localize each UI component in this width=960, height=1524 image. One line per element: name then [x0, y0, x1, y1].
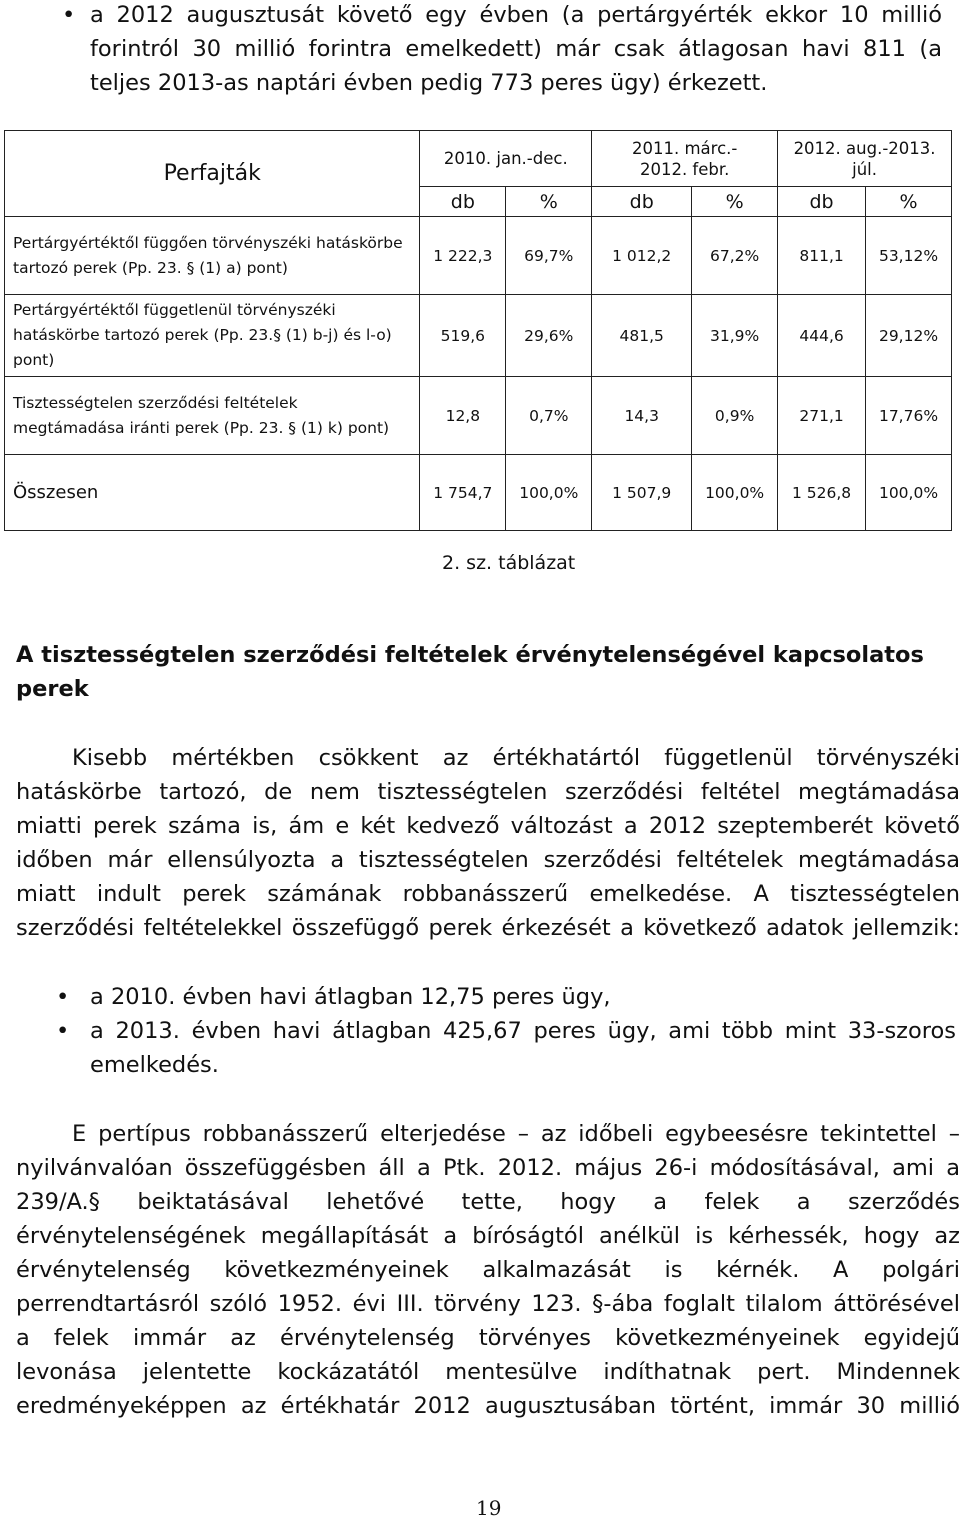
row-label: Tisztességtelen szerződési feltételek megtámadása iránti perek (Pp. 23. § (1) k) pont)	[5, 377, 420, 455]
table-cell: 811,1	[778, 217, 866, 295]
list-item	[56, 1014, 956, 1082]
text-line: időben már ellensúlyozta a tisztességtelen szerződési feltételek megtámadása	[16, 847, 960, 873]
table-cell: 31,9%	[692, 295, 778, 377]
paragraph	[16, 1117, 960, 1423]
bullet-icon: •	[56, 984, 70, 1010]
table-cell: 444,6	[778, 295, 866, 377]
text-line: 239/A.§ beiktatásával lehetővé tette, hogy a felek a szerződés	[16, 1189, 960, 1215]
text-line: a 2010. évben havi átlagban 12,75 peres ügy,	[90, 984, 611, 1010]
table-cell: 1 526,8	[778, 455, 866, 531]
total-row	[5, 455, 952, 531]
text-line: hatáskörbe tartozó, de nem tisztességtelen szerződési feltétel megtámadása	[16, 779, 960, 805]
intro-bullet	[62, 0, 942, 100]
text-line: a 2013. évben havi átlagban 425,67 peres ügy, ami több mint 33-szoros	[90, 1018, 956, 1044]
row-label: Pertárgyértéktől függően törvényszéki hatáskörbe tartozó perek (Pp. 23. § (1) a) pont)	[5, 217, 420, 295]
table-corner-header: Perfajták	[5, 131, 420, 217]
text-line: a felek immár az érvénytelenség törvényes következményeinek egyidejű	[16, 1325, 960, 1351]
row-label: Pertárgyértéktől függetlenül törvényszéki hatáskörbe tartozó perek (Pp. 23.§ (1) b-j) és l-o) pont)	[5, 295, 420, 377]
table-row	[5, 217, 952, 295]
table-row	[5, 377, 952, 455]
table-caption: 2. sz. táblázat	[442, 552, 576, 574]
bullet-icon: •	[62, 2, 76, 28]
text-line: E pertípus robbanásszerű elterjedése – az időbeli egybeesésre tekintettel –	[72, 1121, 960, 1147]
period-header: 2012. aug.-2013. júl.	[778, 131, 952, 187]
table-cell: 100,0%	[692, 455, 778, 531]
text-line: érvénytelenségének megállapítását a bíróságtól anélkül is kérhessék, hogy az	[16, 1223, 960, 1249]
table-cell: 29,6%	[506, 295, 592, 377]
sub-header: db	[778, 187, 866, 217]
text-line: a 2012 augusztusát követő egy évben (a pertárgyérték ekkor 10 millió	[90, 2, 942, 28]
table-cell: 1 222,3	[420, 217, 506, 295]
period-header: 2010. jan.-dec.	[420, 131, 592, 187]
table-cell: 12,8	[420, 377, 506, 455]
list-item	[56, 980, 956, 1014]
case-statistics-table	[4, 130, 952, 531]
text-line: érvénytelenség következményeinek alkalmazását is kérnék. A polgári	[16, 1257, 960, 1283]
text-line: szerződési feltételekkel összefüggő perek érkezését a következő adatok jellemzik:	[16, 915, 960, 941]
row-label: Összesen	[5, 455, 420, 531]
table-cell: 14,3	[592, 377, 692, 455]
page-number: 19	[476, 1496, 502, 1520]
table-row	[5, 295, 952, 377]
table-cell: 53,12%	[866, 217, 952, 295]
text-line: nyilvánvalóan összefüggésben áll a Ptk. 2012. május 26-i módosításával, ami a	[16, 1155, 960, 1181]
table-cell: 100,0%	[866, 455, 952, 531]
text-line: eredményeképpen az értékhatár 2012 augusztusában történt, immár 30 millió	[16, 1393, 960, 1419]
table-cell: 0,7%	[506, 377, 592, 455]
text-line: miatt indult perek számának robbanásszerű emelkedése. A tisztességtelen	[16, 881, 960, 907]
period-header: 2011. márc.- 2012. febr.	[592, 131, 778, 187]
section-heading: A tisztességtelen szerződési feltételek érvénytelenségével kapcsolatos perek	[16, 642, 924, 702]
paragraph	[16, 741, 960, 945]
text-line: levonása jelentette kockázatától mentesülve indíthatnak pert. Mindennek	[16, 1359, 960, 1385]
table-cell: 0,9%	[692, 377, 778, 455]
sub-header: db	[420, 187, 506, 217]
table-cell: 69,7%	[506, 217, 592, 295]
table-cell: 1 754,7	[420, 455, 506, 531]
text-line: Kisebb mértékben csökkent az értékhatártól függetlenül törvényszéki	[72, 745, 960, 771]
table-cell: 100,0%	[506, 455, 592, 531]
text-line: perrendtartásról szóló 1952. évi III. törvény 123. §-ába foglalt tilalom áttörésével	[16, 1291, 960, 1317]
table-cell: 29,12%	[866, 295, 952, 377]
text-line: miatti perek száma is, ám e két kedvező változást a 2012 szeptemberét követő	[16, 813, 960, 839]
sub-header: %	[866, 187, 952, 217]
table-cell: 1 012,2	[592, 217, 692, 295]
text-line: teljes 2013-as naptári évben pedig 773 peres ügy) érkezett.	[90, 70, 768, 96]
table-cell: 519,6	[420, 295, 506, 377]
table-cell: 67,2%	[692, 217, 778, 295]
sub-header: db	[592, 187, 692, 217]
text-line: emelkedés.	[90, 1052, 219, 1078]
table-cell: 271,1	[778, 377, 866, 455]
sub-header: %	[692, 187, 778, 217]
table-cell: 481,5	[592, 295, 692, 377]
text-line: forintról 30 millió forintra emelkedett) már csak átlagosan havi 811 (a	[90, 36, 942, 62]
bullet-icon: •	[56, 1018, 70, 1044]
table-cell: 1 507,9	[592, 455, 692, 531]
sub-header: %	[506, 187, 592, 217]
table-cell: 17,76%	[866, 377, 952, 455]
